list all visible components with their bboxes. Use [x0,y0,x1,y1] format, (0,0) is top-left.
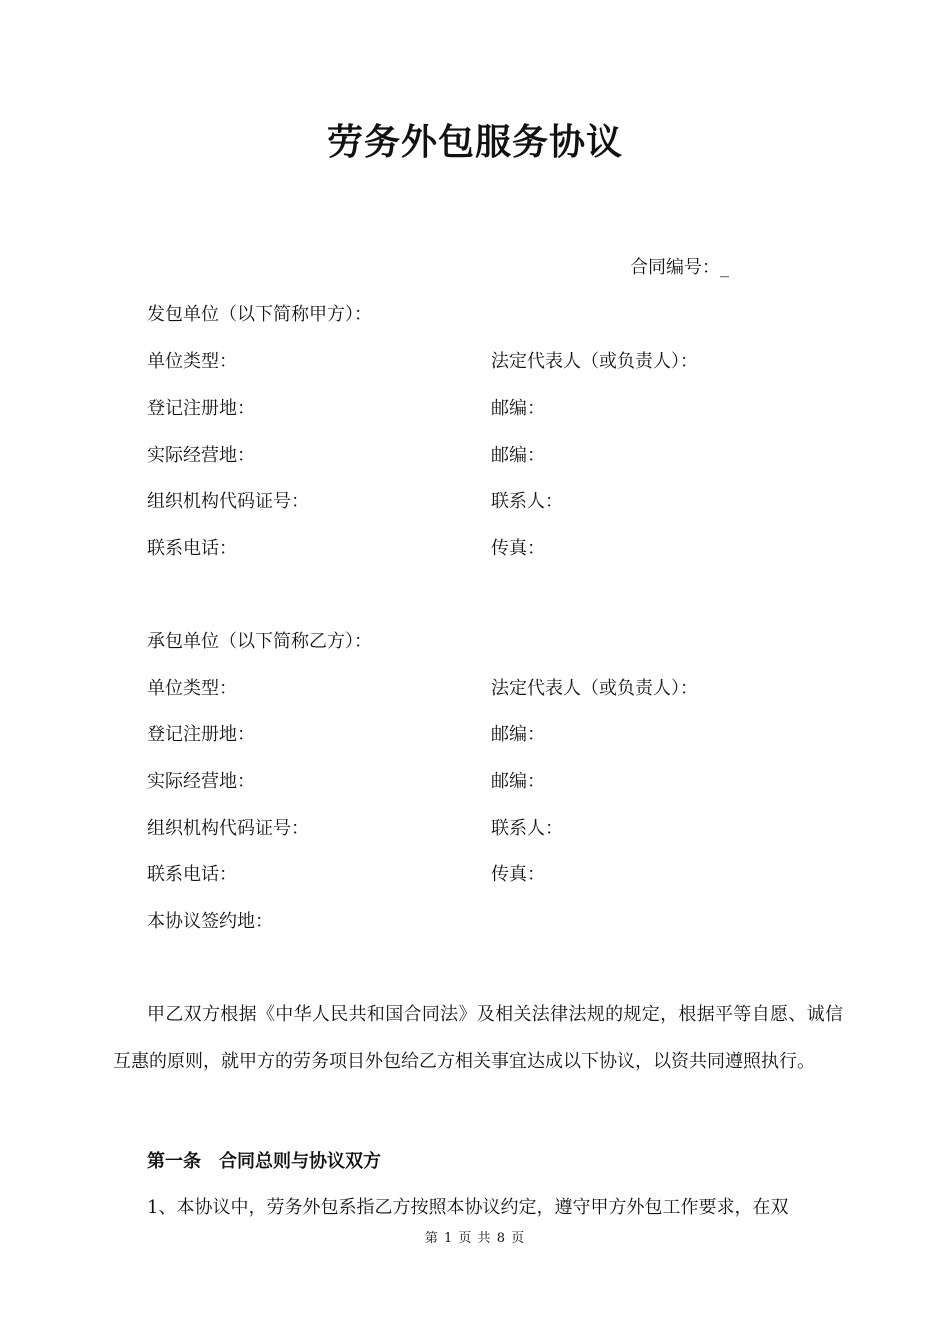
party-a-org-code: 组织机构代码证号： [147,491,309,512]
party-a-registered-address: 登记注册地： [147,398,255,419]
signing-place: 本协议签约地： [147,911,273,932]
party-a-postcode-1: 邮编： [491,398,545,419]
party-b-phone: 联系电话： [147,864,237,885]
party-a-postcode-2: 邮编： [491,445,545,466]
party-a-fax: 传真： [491,538,545,559]
document-title: 劳务外包服务协议 [326,121,623,163]
party-a-unit-type: 单位类型： [147,351,237,372]
article-1-clause-1: 1、本协议中，劳务外包系指乙方按照本协议约定，遵守甲方外包工作要求，在双 [147,1197,789,1218]
party-a-legal-rep: 法定代表人（或负责人）： [491,351,698,372]
preamble-paragraph: 甲乙双方根据《中华人民共和国合同法》及相关法律法规的规定，根据平等自愿、诚信互惠的原则，就甲方的劳务项目外包给乙方相关事宜达成以下协议，以资共同遵照执行。 [113,1004,843,1072]
party-b-business-address: 实际经营地： [147,771,255,792]
party-b-heading: 承包单位（以下简称乙方）： [147,631,372,652]
article-1-title: 第一条 合同总则与协议双方 [147,1151,381,1172]
party-b-fax: 传真： [491,864,545,885]
contract-number-label: 合同编号：_ [630,257,729,278]
party-a-contact: 联系人： [491,491,563,512]
party-b-contact: 联系人： [491,818,563,839]
party-b-registered-address: 登记注册地： [147,724,255,745]
party-b-org-code: 组织机构代码证号： [147,818,309,839]
party-b-unit-type: 单位类型： [147,678,237,699]
party-b-postcode-1: 邮编： [491,724,545,745]
party-a-phone: 联系电话： [147,538,237,559]
page-footer: 第 1 页 共 8 页 [424,1231,526,1246]
party-b-postcode-2: 邮编： [491,771,545,792]
party-a-heading: 发包单位（以下简称甲方）： [147,304,372,325]
party-b-legal-rep: 法定代表人（或负责人）： [491,678,698,699]
party-a-business-address: 实际经营地： [147,445,255,466]
